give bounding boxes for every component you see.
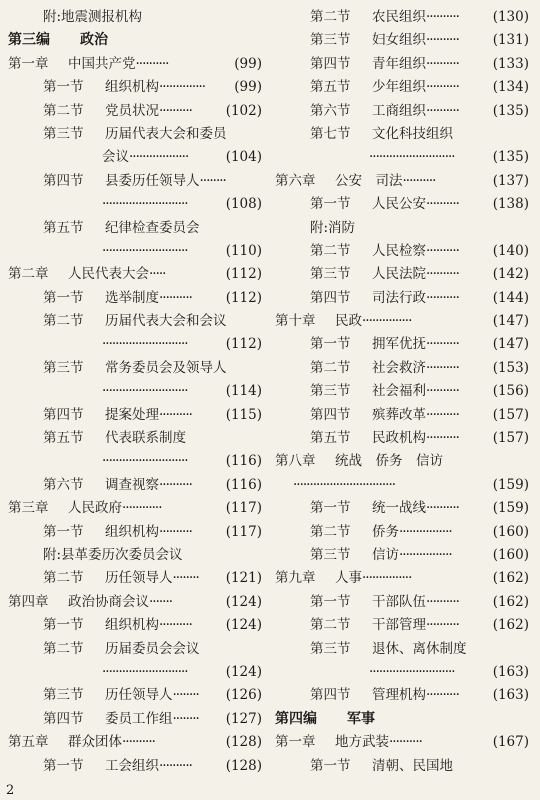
toc-chapter-line xyxy=(275,310,533,333)
leader-dots: ·········· xyxy=(426,55,459,72)
leader-dots: ················ xyxy=(399,523,452,540)
leader-dots: ·········· xyxy=(426,359,459,376)
page-ref: (138) xyxy=(492,196,529,213)
page-number: 2 xyxy=(6,783,15,798)
page-ref: (117) xyxy=(225,523,262,540)
toc-section-line xyxy=(8,684,266,707)
toc-section-line xyxy=(275,591,533,614)
page-ref: (112) xyxy=(225,266,262,283)
entry-title: 县委历任领导人 xyxy=(105,172,200,189)
toc-section-line xyxy=(8,287,266,310)
section-label: 第二节 xyxy=(43,313,84,330)
page-ref: (134) xyxy=(492,79,529,96)
entry-title: 组织机构 xyxy=(105,79,159,96)
leader-dots: ·········· xyxy=(159,476,192,493)
toc-chapter-line xyxy=(8,497,266,520)
leader-dots: ········ xyxy=(172,710,199,727)
section-label: 第四节 xyxy=(43,406,84,423)
toc-section-line xyxy=(275,521,533,544)
page-ref: (153) xyxy=(492,359,529,376)
toc-cont-line xyxy=(8,146,266,169)
section-label: 第六节 xyxy=(310,102,351,119)
entry-title: 青年组织 xyxy=(372,55,426,72)
toc-section-line xyxy=(8,755,266,778)
section-label: 第二节 xyxy=(310,9,351,25)
appendix-note: 附:县革委历次委员会议 xyxy=(43,546,183,563)
chapter-label: 第八章 xyxy=(275,453,316,470)
page-ref: (99) xyxy=(234,55,262,72)
leader-dots: ·········· xyxy=(426,687,459,704)
page-ref: (104) xyxy=(225,149,262,166)
section-label: 第三节 xyxy=(310,640,351,657)
leader-dots: ······· xyxy=(149,593,173,610)
toc-section-line xyxy=(275,614,533,637)
leader-dots: ·········· xyxy=(159,102,192,119)
toc-chapter-line xyxy=(8,53,266,76)
toc-section-line xyxy=(8,310,266,333)
toc-section-line xyxy=(275,100,533,123)
entry-title: 干部管理 xyxy=(372,617,426,634)
leader-dots: ·········· xyxy=(426,102,459,119)
entry-title: 公安 司法 xyxy=(335,172,403,189)
entry-title: 农民组织 xyxy=(372,9,426,25)
section-label: 第三节 xyxy=(310,32,351,49)
toc-section-line xyxy=(8,76,266,99)
entry-title: 信访 xyxy=(372,546,399,563)
entry-title: 调查视察 xyxy=(105,476,159,493)
entry-title: 文化科技组织 xyxy=(372,125,453,142)
toc-section-line xyxy=(8,357,266,380)
entry-title: 司法行政 xyxy=(372,289,426,306)
toc-section-line xyxy=(8,404,266,427)
leader-dots: ·························· xyxy=(102,336,188,353)
page-ref: (167) xyxy=(492,734,529,751)
section-label: 第四节 xyxy=(310,406,351,423)
page-ref: (115) xyxy=(225,406,262,423)
toc-section-line xyxy=(275,333,533,356)
toc-cont-line xyxy=(275,661,533,684)
toc-section-line xyxy=(275,240,533,263)
section-label: 第六节 xyxy=(43,476,84,493)
section-label: 第一节 xyxy=(43,79,84,96)
entry-title: 殡葬改革 xyxy=(372,406,426,423)
page-ref: (135) xyxy=(492,102,529,119)
entry-title: 统一战线 xyxy=(372,500,426,517)
page-ref: (142) xyxy=(492,266,529,283)
page-ref: (121) xyxy=(225,570,262,587)
entry-title: 党员状况 xyxy=(105,102,159,119)
toc-section-line xyxy=(8,100,266,123)
section-label: 第四节 xyxy=(310,55,351,72)
toc-section-line xyxy=(275,755,533,778)
leader-dots: ·························· xyxy=(369,663,455,680)
appendix-note: 附:消防 xyxy=(310,219,356,236)
section-label: 第七节 xyxy=(310,125,351,142)
page-ref: (133) xyxy=(492,55,529,72)
entry-title: 民政 xyxy=(335,313,362,330)
toc-section-line xyxy=(275,123,533,146)
section-label: 第二节 xyxy=(310,523,351,540)
entry-title: 历任领导人 xyxy=(105,570,173,587)
section-label: 第一节 xyxy=(310,593,351,610)
leader-dots: ·········· xyxy=(426,617,459,634)
leader-dots: ·········· xyxy=(426,242,459,259)
page-ref: (159) xyxy=(492,500,529,517)
section-label: 第一节 xyxy=(43,617,84,634)
toc-cont-line xyxy=(8,450,266,473)
leader-dots: ·········· xyxy=(426,79,459,96)
toc-section-line xyxy=(275,638,533,661)
entry-title: 组织机构 xyxy=(105,523,159,540)
leader-dots: ·········· xyxy=(426,336,459,353)
toc-cont-line xyxy=(8,193,266,216)
toc-cont-line xyxy=(8,240,266,263)
leader-dots: ·············· xyxy=(159,79,206,96)
section-label: 第四节 xyxy=(310,289,351,306)
chapter-label: 第一章 xyxy=(8,55,49,72)
toc-cont-line xyxy=(8,380,266,403)
section-label: 第一节 xyxy=(310,196,351,213)
page-ref: (108) xyxy=(225,196,262,213)
section-label: 第二节 xyxy=(43,102,84,119)
toc-chapter-line xyxy=(275,567,533,590)
leader-dots: ·························· xyxy=(102,196,188,213)
leader-dots: ·········· xyxy=(426,383,459,400)
entry-title: 民政机构 xyxy=(372,430,426,447)
entry-title: 地方武装 xyxy=(335,734,389,751)
section-label: 第五节 xyxy=(43,219,84,236)
page-ref: (162) xyxy=(492,593,529,610)
entry-title: 人民政府 xyxy=(68,500,122,517)
section-label: 第三节 xyxy=(310,266,351,283)
toc-chapter-line xyxy=(8,263,266,286)
entry-title: 历任领导人 xyxy=(105,687,173,704)
toc-section-line xyxy=(275,427,533,450)
leader-dots: ·········· xyxy=(135,55,169,72)
entry-title: 历届代表大会和委员 xyxy=(105,125,227,142)
page-ref: (114) xyxy=(225,383,262,400)
toc-note-line xyxy=(8,6,266,29)
section-label: 第一节 xyxy=(43,757,84,774)
toc-cont-line xyxy=(8,661,266,684)
entry-title: 政治协商会议 xyxy=(68,593,149,610)
chapter-label: 第四章 xyxy=(8,593,49,610)
entry-title: 人民检察 xyxy=(372,242,426,259)
leader-dots: ·········· xyxy=(159,617,192,634)
page-ref: (128) xyxy=(225,757,262,774)
entry-title: 人民代表大会 xyxy=(68,266,149,283)
page-ref: (116) xyxy=(225,453,262,470)
entry-title: 群众团体 xyxy=(68,734,122,751)
toc-section-line xyxy=(8,123,266,146)
toc-section-line xyxy=(8,427,266,450)
chapter-label: 第一章 xyxy=(275,734,316,751)
entry-title: 社会福利 xyxy=(372,383,426,400)
toc-chapter-line xyxy=(8,731,266,754)
chapter-label: 第六章 xyxy=(275,172,316,189)
page-ref: (117) xyxy=(225,500,262,517)
toc-chapter-line xyxy=(8,591,266,614)
toc-note-line xyxy=(8,544,266,567)
page-ref: (126) xyxy=(225,687,262,704)
leader-dots: ············ xyxy=(122,500,162,517)
toc-section-line xyxy=(275,6,533,29)
leader-dots: ·········· xyxy=(159,289,192,306)
page-ref: (162) xyxy=(492,617,529,634)
section-label: 第一节 xyxy=(310,336,351,353)
entry-title: 代表联系制度 xyxy=(105,430,186,447)
chapter-label: 第三章 xyxy=(8,500,49,517)
section-label: 第二节 xyxy=(43,640,84,657)
leader-dots: ·········· xyxy=(426,9,459,25)
entry-title: 选举制度 xyxy=(105,289,159,306)
toc-chapter-line xyxy=(275,170,533,193)
entry-title: 妇女组织 xyxy=(372,32,426,49)
leader-dots: ·························· xyxy=(102,383,188,400)
chapter-label: 第五章 xyxy=(8,734,49,751)
leader-dots: ·········· xyxy=(426,406,459,423)
entry-title: 人民公安 xyxy=(372,196,426,213)
section-label: 第四节 xyxy=(43,710,84,727)
section-label: 第三节 xyxy=(310,383,351,400)
appendix-note: 附:地震测报机构 xyxy=(43,9,143,25)
entry-title: 退休、离休制度 xyxy=(372,640,467,657)
section-label: 第一节 xyxy=(310,757,351,774)
entry-title: 常务委员会及领导人 xyxy=(105,359,227,376)
toc-section-line xyxy=(275,684,533,707)
entry-title: 历届代表大会和会议 xyxy=(105,313,227,330)
page-ref: (147) xyxy=(492,336,529,353)
toc-section-line xyxy=(8,638,266,661)
toc-section-line xyxy=(8,521,266,544)
page-ref: (112) xyxy=(225,289,262,306)
page-ref: (99) xyxy=(234,79,262,96)
page-ref: (162) xyxy=(492,570,529,587)
leader-dots: ·········· xyxy=(402,172,436,189)
part-label: 第四编 xyxy=(275,710,317,727)
leader-dots: ·········· xyxy=(159,757,192,774)
toc-section-line xyxy=(275,404,533,427)
toc-section-line xyxy=(275,53,533,76)
leader-dots: ······························· xyxy=(293,476,396,493)
leader-dots: ·········· xyxy=(426,593,459,610)
page-ref: (112) xyxy=(225,336,262,353)
page-ref: (128) xyxy=(225,734,262,751)
entry-title: 会议 xyxy=(102,149,129,166)
toc-cont-line xyxy=(275,146,533,169)
page-ref: (102) xyxy=(225,102,262,119)
entry-title: 干部队伍 xyxy=(372,593,426,610)
entry-title: 清朝、民国地 xyxy=(372,757,453,774)
entry-title: 人民法院 xyxy=(372,266,426,283)
chapter-label: 第九章 xyxy=(275,570,316,587)
leader-dots: ·········· xyxy=(159,523,192,540)
toc-chapter-line xyxy=(275,450,533,473)
toc-section-line xyxy=(8,614,266,637)
entry-title: 统战 侨务 信访 xyxy=(335,453,443,470)
page-ref: (127) xyxy=(225,710,262,727)
toc-section-line xyxy=(275,263,533,286)
leader-dots: ·········· xyxy=(426,430,459,447)
leader-dots: ·········· xyxy=(426,196,459,213)
section-label: 第三节 xyxy=(43,359,84,376)
page-ref: (156) xyxy=(492,383,529,400)
section-label: 第一节 xyxy=(43,289,84,306)
toc-section-line xyxy=(275,287,533,310)
leader-dots: ·········· xyxy=(426,32,459,49)
page-ref: (163) xyxy=(492,687,529,704)
chapter-label: 第二章 xyxy=(8,266,49,283)
entry-title: 中国共产党 xyxy=(68,55,136,72)
section-label: 第五节 xyxy=(310,430,351,447)
leader-dots: ········ xyxy=(172,570,199,587)
page-ref: (137) xyxy=(492,172,529,189)
page-ref: (140) xyxy=(492,242,529,259)
toc-column-left xyxy=(8,6,266,778)
entry-title: 委员工作组 xyxy=(105,710,173,727)
page-ref: (124) xyxy=(225,617,262,634)
toc-section-line xyxy=(275,380,533,403)
toc-cont-line xyxy=(8,333,266,356)
toc-section-line xyxy=(275,76,533,99)
page-ref: (130) xyxy=(492,9,529,25)
section-label: 第一节 xyxy=(310,500,351,517)
part-title: 政治 xyxy=(80,32,108,49)
page-ref: (144) xyxy=(492,289,529,306)
toc-column-right xyxy=(275,6,533,778)
toc-note-line xyxy=(275,217,533,240)
entry-title: 组织机构 xyxy=(105,617,159,634)
page-ref: (160) xyxy=(492,523,529,540)
leader-dots: ··············· xyxy=(362,570,412,587)
section-label: 第四节 xyxy=(43,172,84,189)
toc-section-line xyxy=(275,357,533,380)
leader-dots: ·························· xyxy=(102,453,188,470)
page-ref: (160) xyxy=(492,546,529,563)
toc-section-line xyxy=(275,497,533,520)
section-label: 第二节 xyxy=(310,617,351,634)
leader-dots: ·········· xyxy=(389,734,422,751)
page-ref: (124) xyxy=(225,663,262,680)
entry-title: 工会组织 xyxy=(105,757,159,774)
leader-dots: ········ xyxy=(199,172,226,189)
toc-cont-wide-line xyxy=(275,474,533,497)
toc-section-line xyxy=(8,217,266,240)
entry-title: 管理机构 xyxy=(372,687,426,704)
toc-part-line xyxy=(275,708,533,731)
page-ref: (131) xyxy=(492,32,529,49)
part-label: 第三编 xyxy=(8,32,50,49)
leader-dots: ·························· xyxy=(102,663,188,680)
entry-title: 社会救济 xyxy=(372,359,426,376)
toc-section-line xyxy=(275,544,533,567)
leader-dots: ·························· xyxy=(102,242,188,259)
toc-section-line xyxy=(8,567,266,590)
section-label: 第四节 xyxy=(310,687,351,704)
section-label: 第二节 xyxy=(43,570,84,587)
entry-title: 拥军优抚 xyxy=(372,336,426,353)
entry-title: 人事 xyxy=(335,570,362,587)
toc-section-line xyxy=(8,708,266,731)
leader-dots: ········ xyxy=(172,687,199,704)
entry-title: 提案处理 xyxy=(105,406,159,423)
leader-dots: ·········· xyxy=(426,266,459,283)
leader-dots: ·········· xyxy=(159,406,192,423)
page-ref: (147) xyxy=(492,313,529,330)
section-label: 第三节 xyxy=(43,687,84,704)
page-ref: (124) xyxy=(225,593,262,610)
toc-chapter-line xyxy=(275,731,533,754)
leader-dots: ·········· xyxy=(426,500,459,517)
leader-dots: ·········· xyxy=(426,289,459,306)
page-ref: (110) xyxy=(225,242,262,259)
leader-dots: ·························· xyxy=(369,149,455,166)
toc-section-line xyxy=(275,29,533,52)
page-ref: (159) xyxy=(492,476,529,493)
toc-section-line xyxy=(275,193,533,216)
leader-dots: ················ xyxy=(399,546,452,563)
leader-dots: ·················· xyxy=(129,149,189,166)
leader-dots: ····· xyxy=(149,266,166,283)
section-label: 第三节 xyxy=(310,546,351,563)
entry-title: 工商组织 xyxy=(372,102,426,119)
page-ref: (116) xyxy=(225,476,262,493)
entry-title: 历届委员会会议 xyxy=(105,640,200,657)
entry-title: 少年组织 xyxy=(372,79,426,96)
toc-part-line xyxy=(8,29,266,52)
part-title: 军事 xyxy=(347,710,375,727)
page-ref: (135) xyxy=(492,149,529,166)
section-label: 第三节 xyxy=(43,125,84,142)
page-ref: (163) xyxy=(492,663,529,680)
entry-title: 侨务 xyxy=(372,523,399,540)
toc-section-line xyxy=(8,170,266,193)
section-label: 第一节 xyxy=(43,523,84,540)
section-label: 第二节 xyxy=(310,359,351,376)
section-label: 第二节 xyxy=(310,242,351,259)
leader-dots: ·········· xyxy=(122,734,155,751)
leader-dots: ··············· xyxy=(362,313,412,330)
entry-title: 纪律检查委员会 xyxy=(105,219,200,236)
section-label: 第五节 xyxy=(43,430,84,447)
page-ref: (157) xyxy=(492,406,529,423)
page-ref: (157) xyxy=(492,430,529,447)
chapter-label: 第十章 xyxy=(275,313,316,330)
toc-section-line xyxy=(8,474,266,497)
section-label: 第五节 xyxy=(310,79,351,96)
